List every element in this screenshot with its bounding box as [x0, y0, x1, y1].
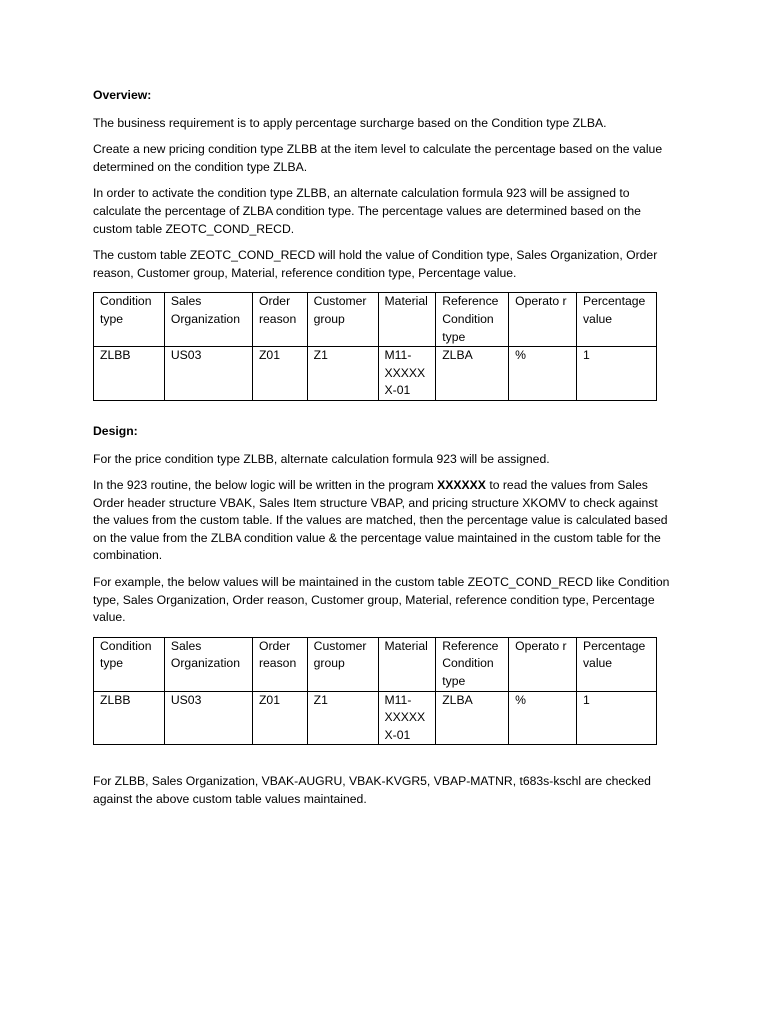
header-order-reason: Order reason [252, 637, 307, 691]
overview-paragraph-4: The custom table ZEOTC_COND_RECD will hold the value of Condition type, Sales Organization, Order reason, Customer group, Material, reference condition type, Percentage value. [93, 248, 658, 280]
cell-condition-type: ZLBB [94, 691, 165, 745]
custom-table-2 [93, 637, 657, 746]
program-name: XXXXXX [437, 478, 486, 493]
header-operator: Operato r [509, 637, 577, 691]
table-row [94, 691, 657, 745]
cell-percentage-value: 1 [576, 691, 656, 745]
table-header-row [94, 293, 657, 347]
header-reference-condition-type: Reference Condition type [436, 293, 509, 347]
header-reference-condition-type: Reference Condition type [436, 637, 509, 691]
cell-customer-group: Z1 [307, 691, 378, 745]
header-condition-type: Condition type [94, 293, 165, 347]
cell-customer-group: Z1 [307, 347, 378, 401]
header-operator: Operato r [509, 293, 577, 347]
overview-paragraph-2: Create a new pricing condition type ZLBB at the item level to calculate the percentage based on the value determined on the condition type ZLBA. [93, 142, 663, 174]
overview-paragraph-3: In order to activate the condition type ZLBB, an alternate calculation formula 923 will be assigned to calculate the percentage of ZLBA condition type. The percentage values are determined based on the custom table ZEOTC_COND_RECD. [93, 186, 641, 236]
header-order-reason: Order reason [252, 293, 307, 347]
cell-reference-condition-type: ZLBA [436, 347, 509, 401]
header-customer-group: Customer group [307, 293, 378, 347]
cell-condition-type: ZLBB [94, 347, 165, 401]
header-material: Material [378, 293, 436, 347]
header-percentage-value: Percentage value [576, 293, 656, 347]
header-sales-organization: Sales Organization [164, 293, 252, 347]
table-header-row [94, 637, 657, 691]
overview-paragraph-1: The business requirement is to apply percentage surcharge based on the Condition type ZLBA. [93, 115, 607, 130]
cell-material: M11-XXXXXX-01 [378, 691, 436, 745]
header-customer-group: Customer group [307, 637, 378, 691]
cell-sales-organization: US03 [164, 347, 252, 401]
overview-heading: Overview: [93, 88, 152, 102]
design-paragraph-1: For the price condition type ZLBB, alternate calculation formula 923 will be assigned. [93, 451, 550, 466]
cell-sales-organization: US03 [164, 691, 252, 745]
cell-material: M11-XXXXXX-01 [378, 347, 436, 401]
design-paragraph-4: For ZLBB, Sales Organization, VBAK-AUGRU, VBAK-KVGR5, VBAP-MATNR, t683s-kschl are checked against the above custom table values maintained. [93, 774, 651, 806]
header-percentage-value: Percentage value [576, 637, 656, 691]
table-row [94, 347, 657, 401]
header-condition-type: Condition type [94, 637, 165, 691]
cell-order-reason: Z01 [252, 347, 307, 401]
spacer [93, 745, 670, 773]
cell-operator: % [509, 691, 577, 745]
header-sales-organization: Sales Organization [164, 637, 252, 691]
cell-order-reason: Z01 [252, 691, 307, 745]
header-material: Material [378, 637, 436, 691]
design-paragraph-2 [93, 477, 670, 565]
design-paragraph-3: For example, the below values will be maintained in the custom table ZEOTC_COND_RECD like Condition type, Sales Organization, Order reason, Customer group, Material, reference condition type, Percentage value. [93, 575, 670, 625]
design-paragraph-2-start: In the 923 routine, the below logic will be written in the program [93, 478, 438, 493]
cell-operator: % [509, 347, 577, 401]
cell-percentage-value: 1 [576, 347, 656, 401]
design-heading: Design: [93, 423, 138, 438]
design-paragraph-2-end: to read the values from Sales Order header structure VBAK, Sales Item structure VBAP, and pricing structure XKOMV to check against the values from the custom table. If the values are matched, then the percentage value is calculated based on the value from the ZLBA condition value & the percentage value maintained in the custom table for the combination. [93, 478, 668, 563]
spacer [93, 401, 670, 423]
cell-reference-condition-type: ZLBA [436, 691, 509, 745]
custom-table-1 [93, 292, 657, 401]
